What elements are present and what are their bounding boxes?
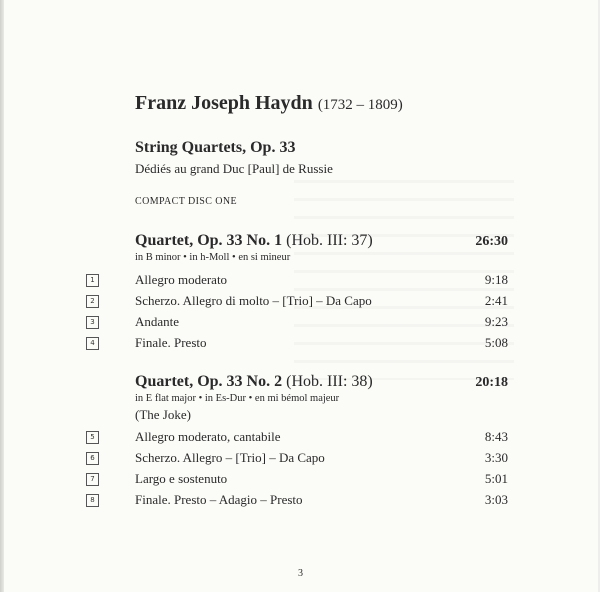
booklet-page [4, 0, 598, 592]
quartet-2-title [135, 373, 373, 391]
disc-label: COMPACT DISC ONE [135, 196, 237, 207]
quartet-1-total-duration: 26:30 [475, 234, 508, 249]
composer-name: Franz Joseph Haydn [135, 92, 313, 114]
quartet-2-total-duration: 20:18 [475, 375, 508, 390]
track-duration: 5:08 [484, 335, 508, 350]
track-row [4, 492, 598, 512]
track-number: 8 [86, 494, 99, 507]
track-title: Allegro moderato, cantabile [135, 429, 281, 444]
track-duration: 3:03 [484, 492, 508, 507]
composer-heading [135, 92, 403, 115]
quartet-2-nickname: (The Joke) [135, 407, 191, 422]
quartet-1-catalog: (Hob. III: 37) [286, 232, 373, 249]
track-number: 1 [86, 274, 99, 287]
quartet-2-name: Quartet, Op. 33 No. 2 [135, 373, 283, 390]
track-duration: 3:30 [484, 450, 508, 465]
track-row [4, 429, 598, 449]
track-row [4, 293, 598, 313]
quartet-2-keys: in E flat major • in Es-Dur • en mi bémol majeur [135, 393, 340, 404]
track-title: Largo e sostenuto [135, 471, 228, 486]
track-title: Scherzo. Allegro – [Trio] – Da Capo [135, 450, 325, 465]
track-title: Allegro moderato [135, 272, 228, 287]
quartet-2-catalog: (Hob. III: 38) [286, 373, 373, 390]
track-number: 7 [86, 473, 99, 486]
track-title: Finale. Presto – Adagio – Presto [135, 492, 303, 507]
quartet-1-name: Quartet, Op. 33 No. 1 [135, 232, 283, 249]
quartet-1-keys: in B minor • in h-Moll • en si mineur [135, 252, 291, 263]
work-dedication: Dédiés au grand Duc [Paul] de Russie [135, 161, 333, 176]
track-row [4, 335, 598, 355]
work-title: String Quartets, Op. 33 [135, 139, 296, 156]
page-number: 3 [298, 568, 303, 579]
track-duration: 9:23 [484, 314, 508, 329]
track-duration: 5:01 [484, 471, 508, 486]
track-row [4, 471, 598, 491]
track-title: Scherzo. Allegro di molto – [Trio] – Da Capo [135, 293, 372, 308]
track-number: 6 [86, 452, 99, 465]
track-number: 2 [86, 295, 99, 308]
track-duration: 2:41 [484, 293, 508, 308]
track-row [4, 272, 598, 292]
track-number: 5 [86, 431, 99, 444]
track-duration: 9:18 [484, 272, 508, 287]
track-title: Finale. Presto [135, 335, 207, 350]
track-duration: 8:43 [484, 429, 508, 444]
track-title: Andante [135, 314, 180, 329]
track-number: 4 [86, 337, 99, 350]
track-number: 3 [86, 316, 99, 329]
quartet-1-title [135, 232, 373, 250]
composer-dates: (1732 – 1809) [317, 97, 403, 113]
track-row [4, 314, 598, 334]
track-row [4, 450, 598, 470]
